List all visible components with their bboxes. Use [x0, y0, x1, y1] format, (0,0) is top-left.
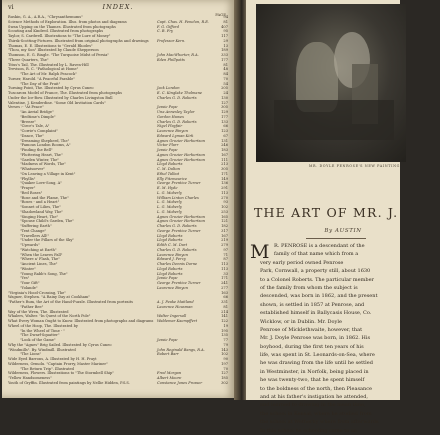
- index-page-number: 48: [223, 67, 228, 72]
- index-page-number: 113: [221, 190, 228, 195]
- index-author: Capt. Chas. H. Fenelon, R.E.: [157, 19, 210, 24]
- index-page-number: 331: [221, 300, 228, 304]
- index-author: A. J. Peake Maitland: [157, 300, 194, 304]
- index-author: Agnes Grozier Herbertson: [157, 138, 205, 143]
- index-entry: Why the "Agnes" Brig Sailed. Illustrated by Cyrus Cuneo: [8, 342, 112, 347]
- index-entry: "The Art of Mr. Ralph Peacock": [20, 72, 77, 76]
- index-entry: "Ancient Lines, The": [20, 262, 58, 266]
- index-author: George Prentice Turner: [157, 228, 201, 233]
- index-author: Ethel Talbot: [157, 171, 180, 176]
- index-row: [8, 381, 228, 386]
- index-page-number: 291: [221, 186, 228, 190]
- index-page-number: 135: [221, 333, 228, 338]
- index-entry: Trevison, R. C. "Pathological at Home": [8, 67, 79, 72]
- index-entry: "On Leaving a Village in Kent": [20, 171, 76, 176]
- index-author: Una Annesley Taylor: [157, 110, 195, 114]
- index-entry: Taylor, S. Cardwell. Illustrations to "The Lure of Money": [8, 34, 111, 38]
- index-entry: Wilderness, Ormolu. "Captain Frorry, Master Mariner": [8, 361, 108, 366]
- index-entry: Swan Upping on the Thames. Illustrated from photographs: [8, 24, 116, 29]
- body-line: the school in Kensal, where he studied from: [260, 410, 372, 417]
- painting-foreground: [274, 100, 394, 140]
- index-page-number: 131: [221, 138, 228, 143]
- body-line: Wicklow, or in Dublin. Mr. Doyle: [260, 318, 342, 325]
- index-page-number: 185: [221, 376, 228, 380]
- index-entry: Ruskin, G. A., A.R.A., "Chrysanthemums": [8, 15, 83, 19]
- index-entry: "Dance, The": [20, 133, 44, 138]
- index-page-number: 102: [221, 352, 228, 357]
- index-author: F. G. Gifford: [157, 24, 179, 29]
- index-page-number: 70: [223, 76, 228, 81]
- index-page-number: 127: [221, 371, 228, 376]
- index-page-number: 246: [221, 143, 228, 148]
- index-author: C. B. Fry: [157, 29, 174, 34]
- index-page-number: 129: [221, 110, 228, 114]
- index-page-number: 165: [221, 214, 228, 219]
- index-page-number: 29: [223, 38, 228, 43]
- index-page-number: 122: [221, 319, 228, 323]
- index-entry: "Fluttering Heart, The": [20, 152, 63, 157]
- index-author: Nigel Playfair: [157, 124, 183, 129]
- index-page-number: 54: [223, 81, 228, 86]
- index-author: E. C. Kinglake Tholmane: [157, 91, 203, 95]
- index-page-number: 317: [221, 228, 228, 233]
- drop-cap: M: [250, 241, 270, 263]
- index-page-number: 24: [223, 91, 228, 95]
- index-entry: Scouting and Kindred. Illustrated from photographs: [8, 29, 104, 34]
- index-entry: "Father Bee": [20, 304, 44, 309]
- body-line: descended, was born in 1862, and the present: [260, 293, 378, 300]
- index-page-number: 167: [221, 152, 228, 157]
- index-author: Robert Barr: [157, 352, 179, 357]
- index-author: L. G. Moberly: [157, 200, 182, 205]
- body-line: shown, is settled in 1857 at Penrose, and: [260, 301, 365, 308]
- index-author: Eden Phillpotts: [157, 57, 185, 62]
- index-page-number: 90: [223, 357, 228, 361]
- index-page-number: 113: [221, 266, 228, 271]
- index-entry: "Windmills". By. Windmill. Illustrated: [8, 347, 76, 352]
- index-author: Laurence Binyon: [157, 252, 188, 257]
- index-entry: Verses :- "At Peace": [8, 105, 44, 110]
- index-entry: Youth of Gryffin. Illustrated from paintings by Nellie Hidden, P.S.S.: [8, 380, 130, 385]
- index-page-number: 77: [223, 338, 228, 342]
- index-entry: "The Return Trip". Illustrated: [20, 366, 74, 371]
- index-author: Lloyd Roberts: [157, 238, 183, 243]
- divider-rule: [306, 238, 366, 239]
- index-author: Constance Jones Prosser: [157, 380, 203, 385]
- index-entry: Valentine, J. Kenderdine. "Some Old Invitation Cards": [8, 100, 106, 105]
- index-entry: "Famous London Rooms, A": [20, 143, 71, 148]
- index-author: L. G. Moberly: [157, 205, 182, 209]
- index-author: L. G. Moberly: [157, 209, 182, 214]
- body-line: he was twenty-two, that he spent himself: [260, 377, 365, 384]
- index-page-number: 177: [221, 57, 228, 62]
- index-page-number: 195: [221, 328, 228, 333]
- index-entry: "Your Gift": [20, 281, 40, 285]
- index-author: Lloyd Roberts: [157, 266, 183, 271]
- index-entry: "The Lions": [20, 352, 42, 357]
- index-author: Fred Morgan: [157, 371, 182, 376]
- index-entry: "Quaker Love-Song, A": [20, 181, 62, 186]
- index-page-number: 67: [223, 133, 228, 138]
- index-author: Charles G. D. Roberts: [157, 247, 197, 252]
- index-author: Lloyd Roberts: [157, 233, 183, 238]
- index-entry: Turner, Harold. "A Peaceful Parable": [8, 76, 75, 81]
- index-author: Jessie Pope: [157, 105, 178, 110]
- index-entry: "Sonnet of Lilies, The": [20, 205, 61, 209]
- page-title: INDEX.: [102, 3, 134, 11]
- painting-illustration: [256, 4, 406, 162]
- index-entry: Wheel of the Hoop, The. Illustrated by: [8, 323, 78, 328]
- index-page-number: 66: [223, 295, 228, 300]
- index-page-number: 167: [221, 233, 228, 238]
- index-entry: Way of the Wren, The. Illustrated: [8, 309, 69, 314]
- index-entry: Thirsk-Scotting-Pictures. Illustrated from original photographs and drawings: [8, 38, 149, 43]
- index-list: [8, 15, 228, 386]
- index-author: Charles G. D. Roberts: [157, 224, 197, 228]
- index-page-number: 71: [223, 252, 228, 257]
- index-author: Jessie Pope: [157, 276, 178, 281]
- index-page-number: 241: [221, 281, 228, 285]
- index-author: Edward Lyman Kirk: [157, 133, 194, 138]
- index-entry: Wilderness, Flowers. Illustrations to "The Stormbell Ship": [8, 371, 114, 376]
- index-entry: "Garden Winter, The": [20, 157, 60, 162]
- index-entry: Thomson, E. G. Ringle. "The Turquoise Midst of Persia": [8, 53, 110, 57]
- index-author: Agnes Grozier Herbertson: [157, 152, 205, 157]
- index-page-number: 93: [223, 200, 228, 205]
- index-entry: What Every Woman Ought to Know. Illustrated from photographs and diagrams: [8, 319, 154, 323]
- index-page-number: 333: [221, 53, 228, 57]
- index-author: Charles G. D. Roberts: [157, 119, 197, 124]
- index-author: Charles Dennis Dorne: [157, 262, 198, 266]
- index-entry: "Where a' Flash, The": [20, 257, 60, 262]
- index-entry: "Circe's Tale, A": [20, 124, 50, 129]
- index-page-number: 171: [221, 171, 228, 176]
- article-body: [250, 241, 410, 435]
- index-author: Jack London: [157, 86, 180, 91]
- index-page-number: 407: [221, 24, 228, 29]
- index-entry: "Watching at Earth": [20, 247, 57, 252]
- index-entry: Wide Eyed Barrons, A. Illustrated by H. H. Frayt: [8, 357, 97, 361]
- index-entry: "Prayer": [20, 186, 36, 190]
- body-line: and learned to drawing in the mean time,: [260, 402, 366, 409]
- index-entry: "Singing Heart, The": [20, 214, 59, 219]
- index-entry: "Roses - and a Heart": [20, 200, 60, 205]
- body-line: very early period owned Penrose: [260, 259, 344, 266]
- index-entry: "In the Wheel of Time - ": [20, 328, 65, 333]
- index-page-number: 143: [221, 347, 228, 352]
- index-entry: "Virginia's Hood-Crossing, The": [8, 290, 66, 295]
- index-entry: Whalers, Walter. "In Quest of the North Pole": [8, 314, 91, 319]
- body-line: and at his father's instigation he attended,: [260, 394, 368, 401]
- index-page-number: 277: [221, 285, 228, 290]
- index-page-number: 214: [221, 309, 228, 314]
- index-entry: "Dreaming Shepherd, The": [20, 138, 70, 143]
- index-page-number: 305: [221, 167, 228, 171]
- index-author: George Prentice Turner: [157, 281, 201, 285]
- body-line: R. PENROSE is a descendant of the: [274, 243, 365, 249]
- index-page-number: 130: [221, 95, 228, 100]
- index-page-number: 205: [221, 86, 228, 91]
- index-page-number: 182: [221, 224, 228, 228]
- body-line: boyhood, during the first ten years of his: [260, 343, 364, 350]
- index-page-number: 111: [221, 157, 228, 162]
- index-page-number: 123: [221, 129, 228, 133]
- index-author: Waldemar Kaempffert: [157, 319, 198, 323]
- index-page-number: 81: [223, 19, 228, 24]
- index-page-number: 163: [221, 290, 228, 295]
- index-author: Edith C. M. Dart: [157, 243, 188, 247]
- index-entry: Wagner, Stephen. "A Rainy Day at Cookham": [8, 295, 90, 300]
- index-author: Gordon Hawes: [157, 114, 184, 119]
- body-line: Penrose of Micklethwaite, however, that: [260, 326, 363, 333]
- index-page-number: 121: [221, 219, 228, 224]
- body-line: Park, Cornwall, a property still, about 1630: [260, 268, 371, 275]
- body-line: Mr. J. Doyle Penrose was born, in 1862. His: [260, 335, 371, 342]
- index-author: Jessie Pope: [157, 148, 178, 152]
- index-entry: "Thou, my Son" Illustrated by Claude Shepperson: [8, 48, 99, 53]
- body-line: he was drawing from the life until he settled: [260, 360, 373, 367]
- index-author: William Linton Charles: [157, 195, 199, 200]
- index-page-number: 253: [221, 209, 228, 214]
- index-entry: "Corrie's Complaint": [20, 129, 58, 133]
- body-line: in Westminster, in Norfolk, being placed in: [260, 368, 369, 375]
- index-entry: "Young Rabb's Song, The": [20, 271, 68, 276]
- index-page-number: 13: [223, 43, 228, 48]
- index-entry: Titus's Tail, The. Illustrated by L. Raven-Hill: [8, 62, 89, 67]
- index-author: Agnes Grozier Herbertson: [157, 157, 205, 162]
- body-line: In this school he schooling came to an: [260, 427, 358, 434]
- index-page-number: 141: [221, 314, 228, 319]
- index-author: George Prentice Turner: [157, 181, 201, 186]
- index-entry: "The Day of the Fruit": [20, 81, 61, 86]
- index-page-number: 84: [223, 72, 228, 76]
- index-entry: "Phyllis": [20, 176, 36, 181]
- index-page-number: 177: [221, 114, 228, 119]
- index-author: John MacWhorter, R.A.: [157, 53, 199, 57]
- index-entry: "Red Roses": [20, 190, 43, 195]
- index-entry: "Under the Pillars of the Sky": [20, 238, 75, 243]
- index-entry: "Breeze": [20, 119, 36, 124]
- article-page: [246, 0, 400, 434]
- index-entry: "Father's Rum, the Art of the Hand-Puzzle. Illustrated from portraits: [8, 300, 133, 304]
- index-page-number: 133: [221, 119, 228, 124]
- body-line: the school at Wetherby where from afterwards: [260, 419, 379, 426]
- index-entry: "Madness of Words, The": [20, 162, 66, 167]
- index-author: John Reginald Bangs, R.A.: [157, 347, 205, 352]
- index-author: Lloyd Roberts: [157, 162, 183, 167]
- index-entry: Science Methods of Exploration. Illus. from photos and diagrams: [8, 19, 127, 24]
- body-line: to the boldness of the north, then Pleasance: [260, 385, 372, 392]
- index-entry: "Spouse Child's Garden, The": [20, 219, 74, 224]
- index-entry: "Finding the Bell": [20, 148, 53, 152]
- index-entry: Under the Ice-Bow. Illustrated by Charles Livingston Bull: [8, 95, 113, 100]
- index-author: Charles G. D. Roberts: [157, 95, 197, 100]
- index-author: Edward J. Percy: [157, 257, 186, 262]
- index-author: Elly Fitzmaurice: [157, 176, 187, 181]
- index-entry: "Upwards": [20, 243, 40, 247]
- body-line: of the family from whom the subject is: [260, 284, 358, 291]
- index-author: Agnes Grozier Herbertson: [157, 214, 205, 219]
- index-page-number: 33: [223, 271, 228, 276]
- index-entry: "The Dwarf-Squatter": [20, 333, 60, 338]
- index-page-number: 189: [221, 48, 228, 53]
- illustration-caption: MR. DOYLE PENROSE'S NEW PAINTING: [308, 164, 400, 168]
- index-page-number: 81: [223, 304, 228, 309]
- index-page-number: 66: [223, 124, 228, 129]
- index-entry: Tuscarora Model of France, The. Illustrated from photographs: [8, 91, 122, 95]
- page-column-heading: PAGE: [215, 12, 226, 17]
- index-page-number: 94: [223, 15, 228, 19]
- index-page-number: 197: [221, 361, 228, 366]
- index-page-number: 219: [221, 238, 228, 243]
- index-page-number: 279: [221, 243, 228, 247]
- body-line: life, was spent in St. Leonards-on-Sea, where: [260, 352, 375, 359]
- index-page-number: 213: [221, 162, 228, 167]
- index-author: Laurence Binyon: [157, 129, 188, 133]
- index-entry: "Look of the Game": [20, 338, 56, 342]
- index-author: Professor Kern.: [157, 38, 186, 43]
- index-page-header: [8, 3, 228, 12]
- page-number: vi: [8, 3, 14, 11]
- index-page-number: 171: [221, 276, 228, 281]
- index-page-number: 302: [221, 380, 228, 385]
- index-entry: "Bedtime's Dimple": [20, 114, 56, 119]
- index-page-number: 81: [223, 62, 228, 67]
- article-byline: By AUSTIN: [324, 228, 362, 234]
- index-author: Laurence Binyon: [157, 285, 188, 290]
- index-author: Agnes Grozier Herbertson: [157, 219, 205, 224]
- index-page-number: 97: [223, 247, 228, 252]
- index-page-number: 270: [221, 195, 228, 200]
- index-entry: Turning Point, The. Illustrated by Cyrus Cuneo: [8, 86, 94, 91]
- index-author: Lloyd Roberts: [157, 271, 183, 276]
- index-page-number: 136: [221, 181, 228, 186]
- index-author: Albert Moore: [157, 376, 182, 380]
- index-entry: "Three Quarters, The": [8, 57, 49, 62]
- index-page-number: 149: [221, 176, 228, 181]
- index-entry: "Yes": [20, 276, 30, 281]
- index-entry: "Yolande": [20, 285, 38, 290]
- index-author: Jessie Pope: [157, 338, 178, 342]
- index-page-number: 117: [221, 34, 228, 38]
- index-page-number: 19: [223, 323, 228, 328]
- index-page-number: 79: [223, 342, 228, 347]
- body-line: family of that name which from a: [274, 251, 359, 258]
- index-entry: "Text Change": [20, 228, 47, 233]
- index-entry: Thomas, E. E. Illustrations to "Gerald Rhodes": [8, 43, 93, 48]
- body-line: to a Colonel Roberts. The particular member: [260, 276, 374, 283]
- index-page-number: 87: [223, 257, 228, 262]
- index-author: Laurence Housman: [157, 304, 193, 309]
- index-entry: "Rose and the Flame, The": [20, 195, 69, 200]
- index-page-number: 127: [221, 100, 228, 105]
- index-page-number: 70: [223, 366, 228, 371]
- index-entry: "Winter": [20, 266, 36, 271]
- index-page-number: 305: [221, 105, 228, 110]
- index-entry: "When the Leaves Fall": [20, 252, 63, 257]
- index-entry: "Suffering Earth": [20, 224, 52, 228]
- index-entry: "Yellow Handsomeness": [8, 376, 52, 380]
- index-author: Walter Ingersoll: [157, 314, 187, 319]
- index-entry: "Whatsoever": [20, 167, 45, 171]
- body-line: established himself in Ballycasis House, Co.: [260, 310, 372, 317]
- index-page-number: 113: [221, 262, 228, 266]
- index-author: Victor Plarr: [157, 143, 179, 148]
- article-title: THE ART OF MR. J.: [254, 205, 399, 220]
- index-entry: "Travellers All!": [20, 233, 50, 238]
- index-entry: "Shadowland Way, The": [20, 209, 64, 214]
- index-page: [2, 0, 236, 398]
- index-author: C. M. Dalton: [157, 167, 180, 171]
- index-page-number: 183: [221, 148, 228, 152]
- index-author: L. G. Moberly: [157, 190, 182, 195]
- index-page-number: 102: [221, 205, 228, 209]
- index-page-number: 95: [223, 29, 228, 34]
- index-author: E. M. Hyde: [157, 186, 178, 190]
- index-entry: "An Aerial Bridge": [20, 110, 54, 114]
